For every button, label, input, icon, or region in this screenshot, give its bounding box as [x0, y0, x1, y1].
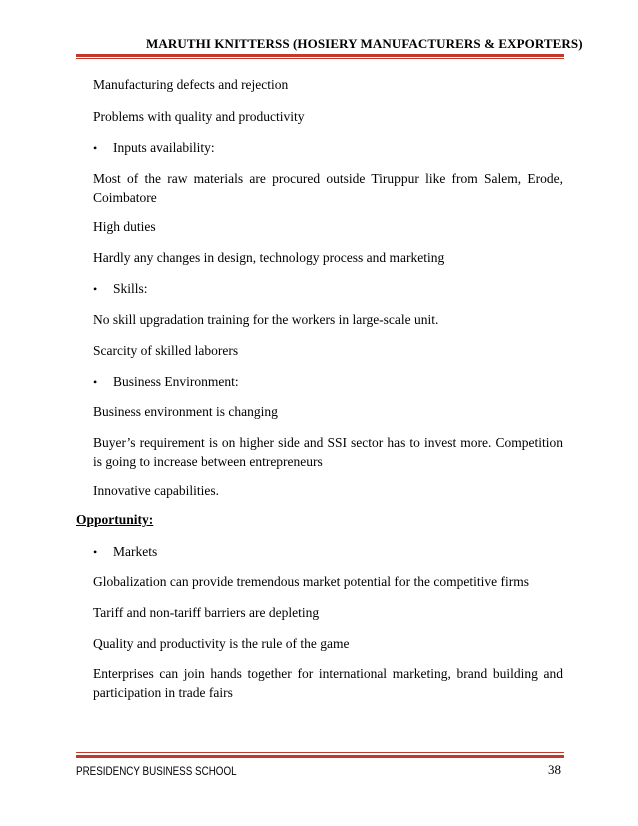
- bullet-label: Business Environment:: [113, 374, 239, 389]
- footer-school-name: PRESIDENCY BUSINESS SCHOOL: [76, 764, 237, 778]
- paragraph: Quality and productivity is the rule of the game: [93, 636, 350, 651]
- paragraph: Scarcity of skilled laborers: [93, 343, 239, 358]
- paragraph: Innovative capabilities.: [93, 483, 219, 498]
- page-number: 38: [548, 762, 561, 777]
- paragraph: Manufacturing defects and rejection: [93, 77, 289, 92]
- paragraph: No skill upgradation training for the workers in large-scale unit.: [93, 312, 439, 327]
- bullet-label: Markets: [113, 544, 158, 559]
- header-rule-thin: [76, 58, 564, 59]
- paragraph: High duties: [93, 219, 156, 234]
- section-heading: Opportunity:: [76, 512, 154, 527]
- header-rule-thick: [76, 54, 564, 57]
- bullet-item: [93, 542, 157, 562]
- footer-rule-thin: [76, 752, 564, 753]
- bullet-item: [93, 279, 148, 299]
- bullet-icon: •: [93, 282, 98, 296]
- paragraph: Buyer’s requirement is on higher side and SSI sector has to invest more. Competition is going to increase between entrepreneurs: [93, 435, 563, 469]
- bullet-icon: •: [93, 545, 98, 559]
- paragraph: Business environment is changing: [93, 404, 278, 419]
- paragraph: Tariff and non-tariff barriers are depleting: [93, 605, 320, 620]
- bullet-label: Inputs availability:: [113, 140, 215, 155]
- header-title: MARUTHI KNITTERSS (HOSIERY MANUFACTURERS & EXPORTERS): [146, 36, 583, 51]
- paragraph: Enterprises can join hands together for international marketing, brand building and participation in trade fairs: [93, 666, 563, 700]
- bullet-icon: •: [93, 141, 98, 155]
- paragraph: Most of the raw materials are procured outside Tiruppur like from Salem, Erode, Coimbatore: [93, 171, 563, 205]
- paragraph: Globalization can provide tremendous market potential for the competitive firms: [93, 574, 529, 589]
- bullet-icon: •: [93, 375, 98, 389]
- paragraph: Problems with quality and productivity: [93, 109, 305, 124]
- bullet-item: [93, 372, 239, 392]
- footer-rule-thick: [76, 755, 564, 758]
- paragraph: Hardly any changes in design, technology process and marketing: [93, 250, 445, 265]
- bullet-item: [93, 138, 215, 158]
- bullet-label: Skills:: [113, 281, 148, 296]
